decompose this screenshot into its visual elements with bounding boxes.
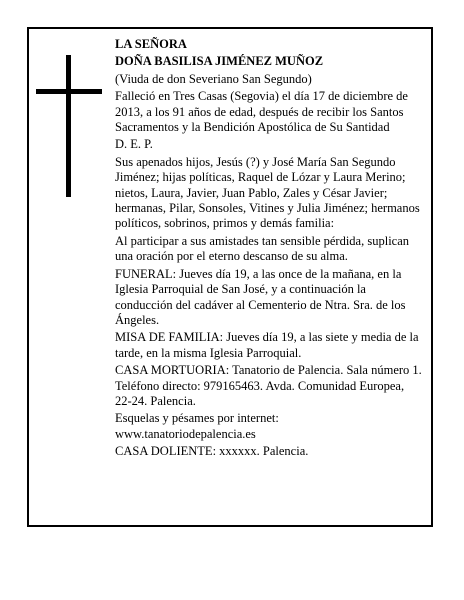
rip-line: D. E. P. bbox=[115, 137, 153, 152]
funeral-paragraph: FUNERAL: Jueves día 19, a las once de la mañana, en la Iglesia Parroquial de San José, y a continuación la conducción del cadáver al Cementerio de Ntra. Sra. de los Ángeles. bbox=[115, 266, 406, 327]
website-link[interactable]: www.tanatoriodepalencia.es bbox=[115, 426, 256, 441]
obituary-text bbox=[115, 37, 423, 462]
online-label: Esquelas y pésames por internet: bbox=[115, 411, 279, 426]
notice-heading: LA SEÑORA bbox=[115, 37, 187, 51]
request-paragraph: Al participar a sus amistades tan sensible pérdida, suplican una oración por el eterno descanso de su alma. bbox=[115, 233, 410, 264]
cross-icon bbox=[36, 55, 102, 197]
widow-of-line: (Viuda de don Severiano San Segundo) bbox=[115, 71, 312, 86]
deceased-name: DOÑA BASILISA JIMÉNEZ MUÑOZ bbox=[115, 54, 324, 69]
cross-horizontal-bar bbox=[36, 89, 102, 94]
cross-vertical-bar bbox=[66, 55, 71, 197]
mourning-house-line: CASA DOLIENTE: xxxxxx. Palencia. bbox=[115, 444, 309, 459]
family-paragraph: Sus apenados hijos, Jesús (?) y José María San Segundo Jiménez; hijas políticas, Raquel de Lózar y Laura Merino; nietos, Laura, Javier, Juan Pablo, Zales y César Javier; hermanas, Pilar, Sonsoles, Vitines y Julia Jiménez; hermanos políticos, sobrinos, primos y demás familia: bbox=[115, 154, 420, 231]
death-paragraph: Falleció en Tres Casas (Segovia) el día 17 de diciembre de 2013, a los 91 años de edad, después de recibir los Santos Sacramentos y la Bendición Apostólica de Su Santidad bbox=[115, 89, 408, 135]
funeral-home-paragraph: CASA MORTUORIA: Tanatorio de Palencia. Sala número 1. Teléfono directo: 979165463. Avda. Comunidad Europea, 22-24. Palencia. bbox=[115, 363, 422, 408]
family-mass-paragraph: MISA DE FAMILIA: Jueves día 19, a las siete y media de la tarde, en la misma Iglesia Parroquial. bbox=[115, 330, 419, 360]
